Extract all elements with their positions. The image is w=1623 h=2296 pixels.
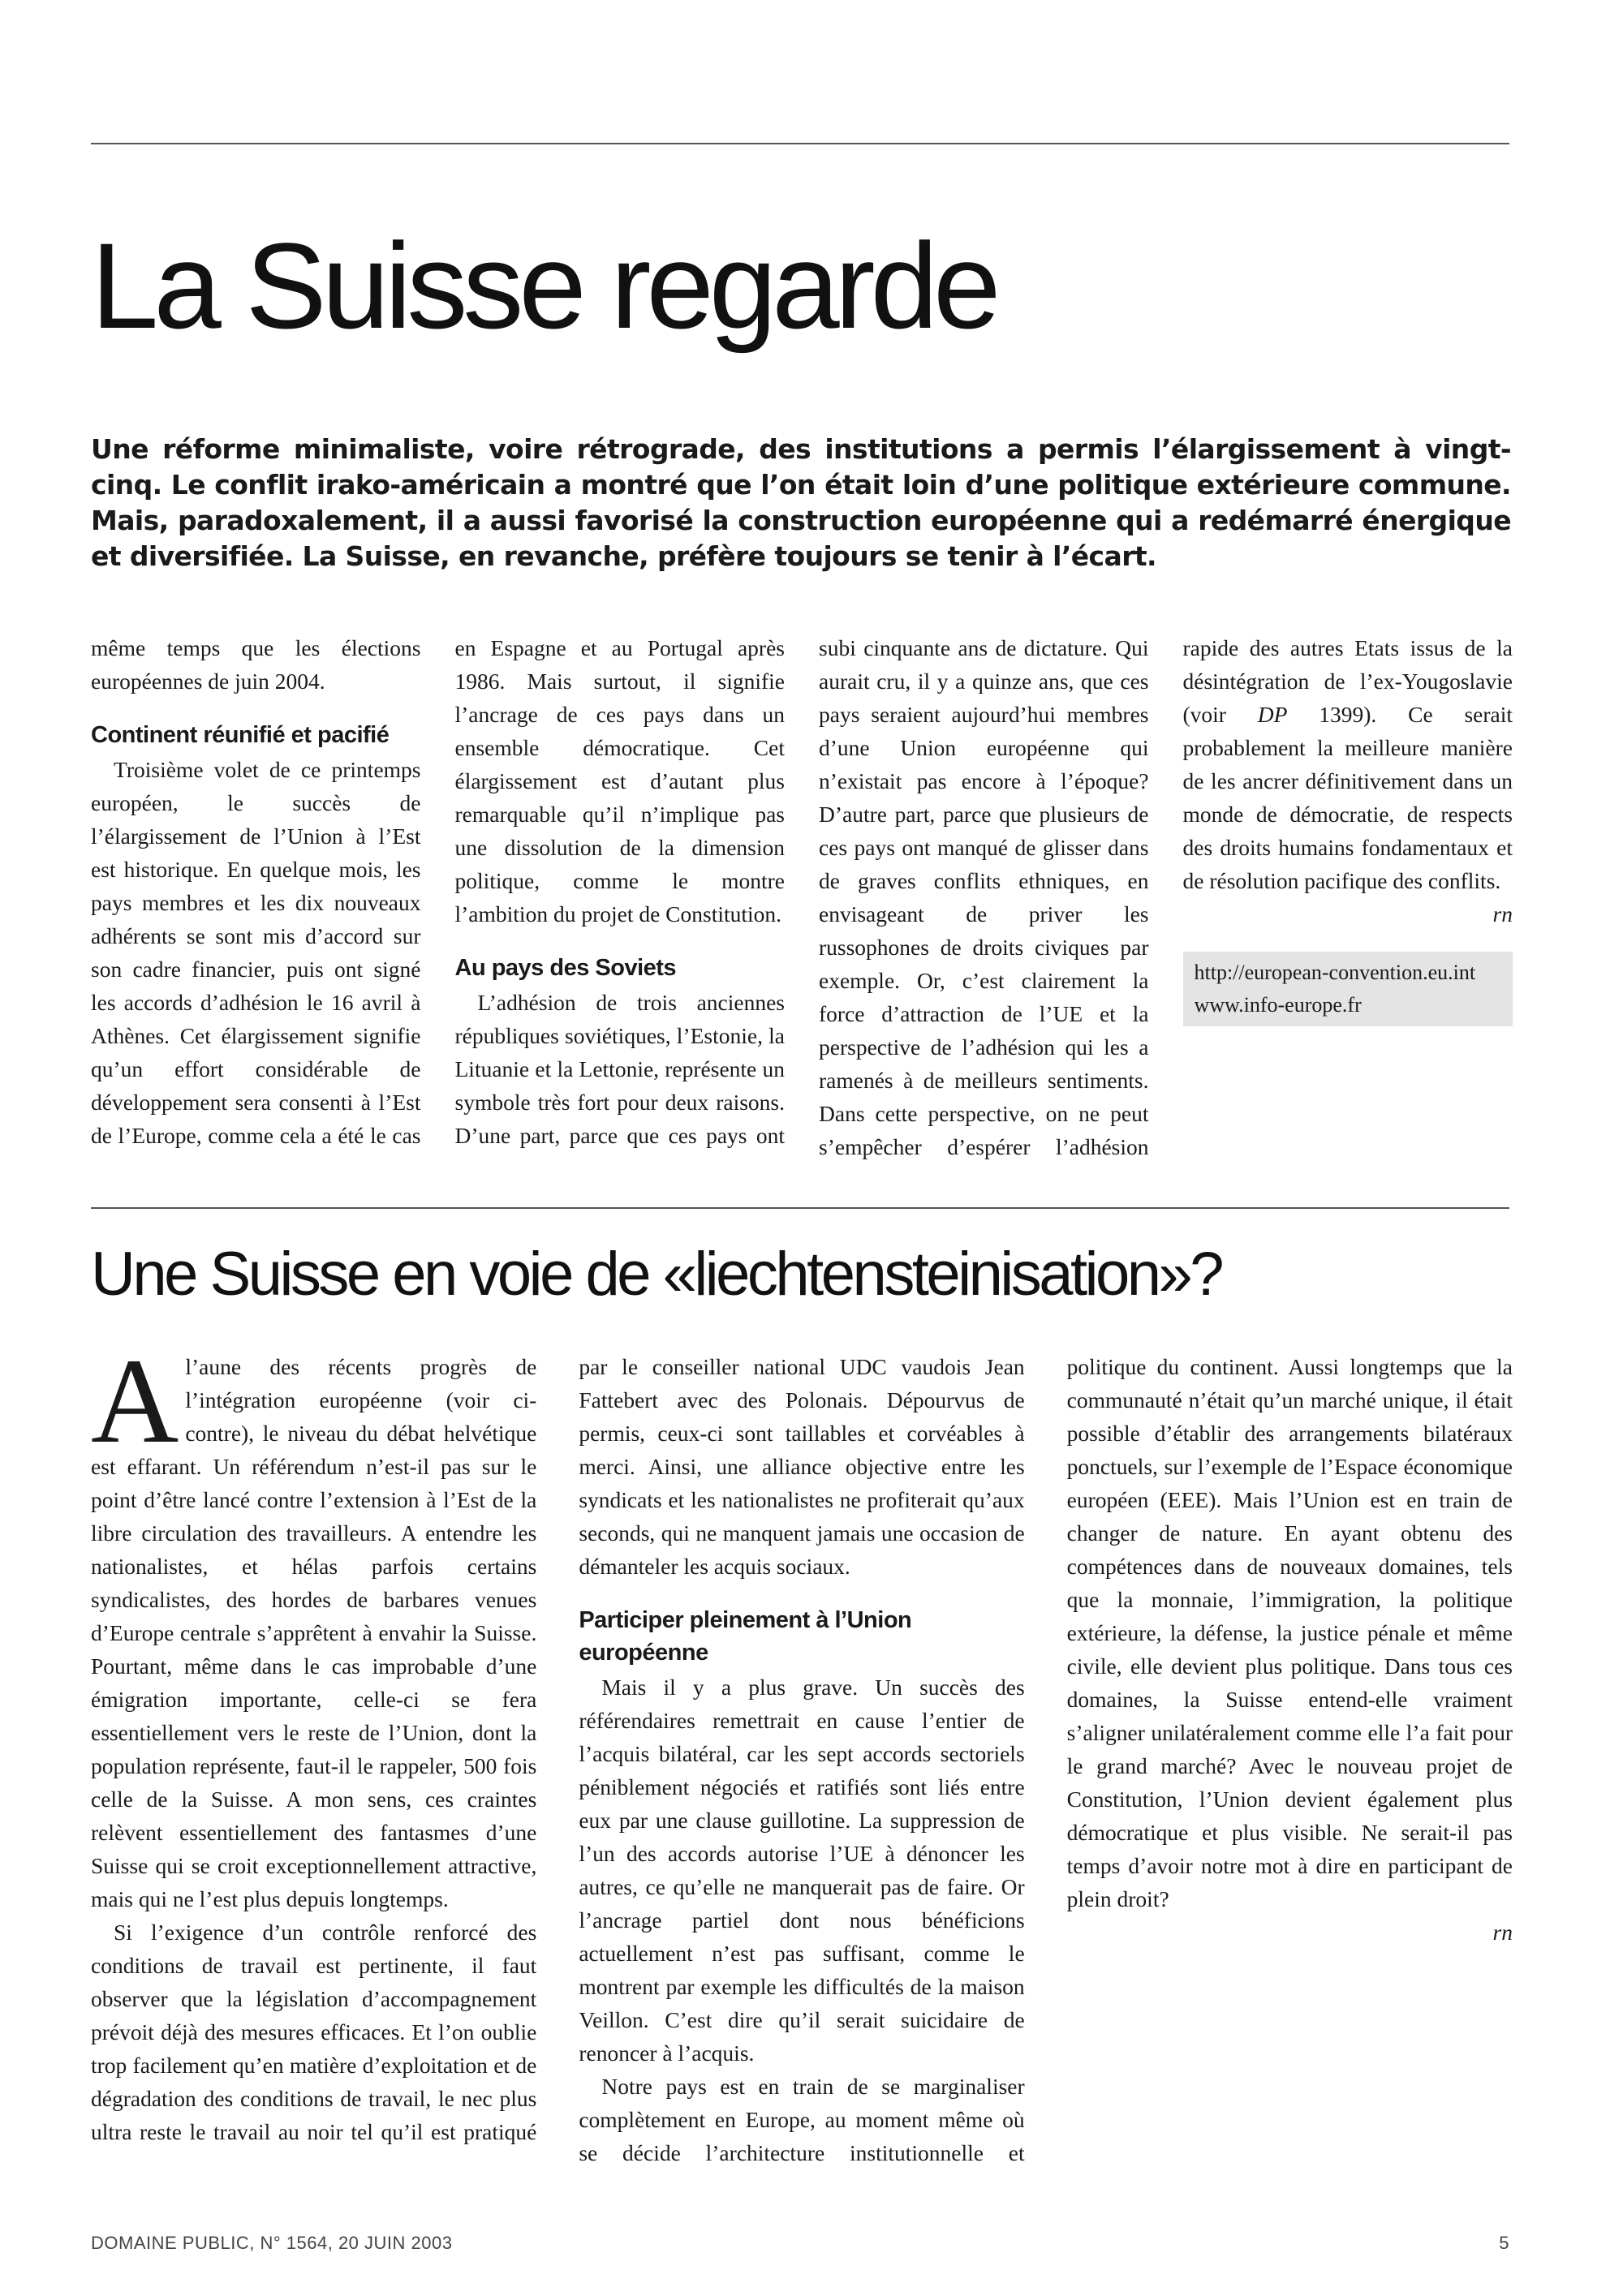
paragraph-text: Notre pays est en train de se marginaliser complètement en Europe, au moment même où se décide l’architecture institutionnelle et politique du continent. Aussi longtemps que la communauté n’était qu’un marché unique, il était possible d’établir des arrangements bilatéraux ponctuels, sur l’exemple de l’Espace économique européen (EEE). Mais l’Union est en train de changer de nature. En ayant obtenu des compétences dans de nouveaux domaines, tels que la monnaie, l’immigration, la politique extérieure, la défense, la justice pénale et même civile, elle devient plus politique. Dans tous ces domaines, la Suisse entend-elle vraiment s’aligner unilatéralement comme elle l’a fait pour le grand marché? Avec le nouveau projet de Constitution, l’Union devient également plus démocratique et plus visible. Ne serait-il pas temps d’avoir notre mot à dire en participant de plein droit? xyxy=(579,1354,1513,2165)
paragraph-text: 1399). Ce serait probablement la meilleure manière de les ancrer définitivement dans un monde de démocratie, de respects des droits humains fondamentaux et de résolution pacifique des conflits. xyxy=(1182,702,1513,893)
publication-info: DOMAINE PUBLIC, N° 1564, 20 JUIN 2003 xyxy=(91,2233,453,2253)
paragraph: Si l’exigence d’un contrôle renforcé des conditions de travail est pertinente, il faut observer que la législation d’accompagnement prévoit déjà des mesures efficaces. Et l’on oublie trop facilement qu’en matière d’exploitation et de dégradation des conditions de travail, le nec plus ultra reste le travail au noir tel qu’il est pratiqué par le conseiller national UDC vaudois Jean Fattebert avec des Polonais. Dépourvus de permis, ceux-ci sont taillables et corvéables à merci. Ainsi, une alliance objective entre les syndicats et les nationalistes ne profiterait qu’aux seconds, qui ne manquent jamais une occasion de démanteler les acquis sociaux. xyxy=(91,1354,1025,2144)
paragraph-text: L’adhésion de trois anciennes républiques soviétiques, l’Estonie, la Lituanie et la Lettonie, représente un symbole très fort pour deux raisons. D’une part, parce que ces pays ont subi cinquante ans de dictature. Qui aurait cru, il y a quinze ans, que ces pays seraient aujourd’hui membres d’une Union européenne qui n’existait pas encore à l’époque? D’autre part, parce que plusieurs de ces pays ont manqué de glisser dans de graves conflits ethniques, en envisageant de priver les russophones de droits civiques par exemple. Or, c’est clairement la force d’attraction de l’UE et la perspective de l’adhésion qui les a ramenés à de meilleurs sentiments. Dans cette perspective, on ne peut s’empêcher d’espérer l’adhésion rapide des autres Etats issus de la désintégration de l’ex-Yougoslavie (voir xyxy=(454,635,1513,1159)
page-footer xyxy=(91,2233,1509,2254)
publication-reference: DP xyxy=(1257,702,1288,727)
author-signature: rn xyxy=(1492,901,1513,927)
article-body xyxy=(91,631,1513,1167)
article-title: La Suisse regarde xyxy=(91,217,997,354)
author-signature: rn xyxy=(1492,1920,1513,1945)
paragraph-text: l’aune des récents progrès de l’intégration européenne (voir ci-contre), le niveau du débat helvétique est effarant. Un référendum n’est-il pas sur le point d’être lancé contre l’extension à l’Est de la libre circulation des travailleurs. A entendre les nationalistes, et hélas parfois certains syndicalistes, des hordes de barbares venues d’Europe centrale s’apprêtent à envahir la Suisse. Pourtant, même dans le cas improbable d’une émigration importante, celle-ci se fera essentiellement vers le reste de l’Union, dont la population représente, faut-il le rappeler, 500 fois celle de la Suisse. A mon sens, ces craintes relèvent essentiellement des fantasmes d’une Suisse qui se croit exceptionnellement attractive, mais qui ne l’est plus depuis longtemps. xyxy=(91,1354,537,1911)
section-heading: Continent réunifié et pacifié xyxy=(91,722,390,748)
paragraph: Troisième volet de ce printemps européen, le succès de l’élargissement de l’Union à l’Est est historique. En quelque mois, les pays membres et les dix nouveaux adhérents se sont mis d’accord sur son cadre financier, puis ont signé les accords d’adhésion le 16 avril à Athènes. Cet élargissement signifie qu’un effort considérable de développement sera consenti à l’Est de l’Europe, comme cela a été le cas en Espagne et au Portugal après 1986. Mais surtout, il signifie l’ancrage de ces pays dans un ensemble démocratique. Cet élargissement est d’autant plus remarquable qu’il n’implique pas une dissolution de la dimension politique, comme le montre l’ambition du projet de Constitution. xyxy=(91,635,785,1148)
paragraph: Mais il y a plus grave. Un succès des référendaires remettrait en cause l’entier de l’acquis bilatéral, car les sept accords sectoriels péniblement négociés et ratifiés sont liés entre eux par une clause guillotine. La suppression de l’un des accords autorise l’UE à dénoncer les autres, ce qu’elle ne manquerait pas de faire. Or l’ancrage partiel dont nous bénéficions actuellement n’est pas suffisant, comme le montrent par exemple les difficultés de la maison Veillon. C’est dire qu’il serait suicidaire de renoncer à l’acquis. xyxy=(579,1675,1025,2066)
section-heading: Participer pleinement à l’Union européenne xyxy=(579,1607,912,1666)
section-rule xyxy=(91,1207,1509,1209)
link[interactable]: www.info-europe.fr xyxy=(1194,993,1362,1017)
page-number: 5 xyxy=(1499,2233,1509,2253)
article-title: Une Suisse en voie de «liechtensteinisation»? xyxy=(91,1240,1222,1309)
drop-cap: A xyxy=(91,1334,179,1468)
top-rule xyxy=(91,143,1509,144)
links-box xyxy=(1183,952,1513,1026)
paragraph xyxy=(91,1334,537,1915)
section-heading: Au pays des Soviets xyxy=(454,955,677,981)
article-lead: Une réforme minimaliste, voire rétrograde, des institutions a permis l’élargissement à vingt-cinq. Le conflit irako-américain a montré que l’on était loin d’une politique extérieure commune. Mais, paradoxalement, il a aussi favorisé la construction européenne qui a redémarré énergique et diversifiée. La Suisse, en revanche, préfère toujours se tenir à l’écart. xyxy=(91,433,1511,572)
article-body xyxy=(91,1334,1513,2171)
paragraph: même temps que les élections européennes de juin 2004. xyxy=(91,635,421,694)
link[interactable]: http://european-convention.eu.int xyxy=(1194,961,1476,984)
